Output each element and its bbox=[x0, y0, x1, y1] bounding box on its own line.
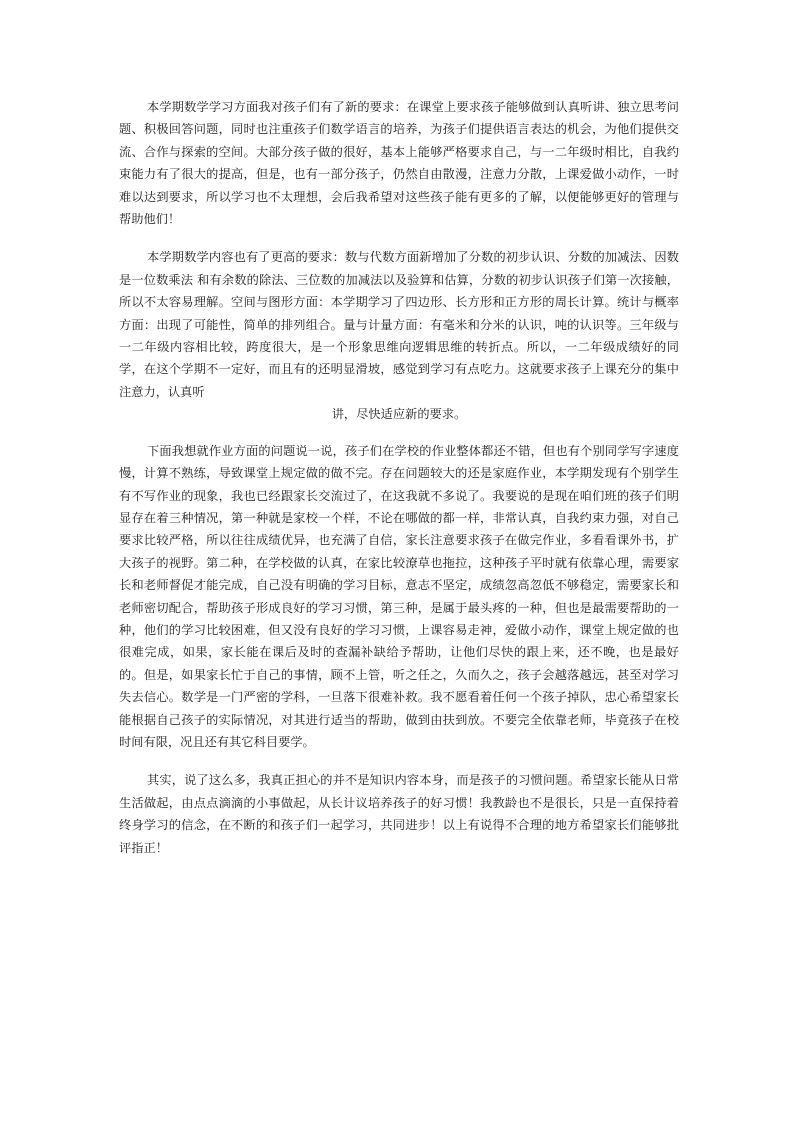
paragraph-habits: 其实，说了这么多，我真正担心的并不是知识内容本身，而是孩子的习惯问题。希望家长能从日常生活做起，由点点滴滴的小事做起，从长计议培养孩子的好习惯！我教龄也不是很长，只是一直保持着终身学习的信念，在不断的和孩子们一起学习，共同进步！以上有说得不合理的地方希望家长们能够批评指正！ bbox=[119, 773, 679, 855]
paragraph-content-requirements-body: 本学期数学内容也有了更高的要求：数与代数方面新增加了分数的初步认识、分数的加减法、因数是一位数乘法 和有余数的除法、三位数的加减法以及验算和估算，分数的初步认识孩子们第一次接触，所以不太容易理解。空间与图形方面：本学期学习了四边形、长方形和正方形的周长计算。统计与概率方面：出现了可能性，简单的排列组合。量与计量方面：有毫米和分米的认识，吨的认识等。三年级与一二年级内容相比较，跨度很大，是一个形象思维向逻辑思维的转折点。所以，一二年级成绩好的同学，在这个学期不一定好，而且有的还明显滑坡，感觉到学习有点吃力。这就要求孩子上课充分的集中注意力，认真听 bbox=[119, 250, 679, 399]
paragraph-homework: 下面我想就作业方面的问题说一说，孩子们在学校的作业整体都还不错，但也有个别同学写字速度慢，计算不熟练，导致课堂上规定做的做不完。存在问题较大的还是家庭作业，本学期发现有个别学生有不写作业的现象，我也已经跟家长交流过了，在这我就不多说了。我要说的是现在咱们班的孩子们明显存在着三种情况，第一种就是家校一个样，不论在哪做的都一样，非常认真，自我约束力强，对自己要求比较严格，所以往往成绩优异，也充满了自信，家长注意要求孩子在做完作业，多看看课外书，扩大孩子的视野。第二种，在学校做的认真，在家比较潦草也拖拉，这种孩子平时就有依靠心理，需要家长和老师督促才能完成，自己没有明确的学习目标，意志不坚定，成绩忽高忽低不够稳定，需要家长和老师密切配合，帮助孩子形成良好的学习习惯，第三种，是属于最头疼的一种，但也是最需要帮助的一种，他们的学习比较困难，但又没有良好的学习习惯，上课容易走神，爱做小动作，课堂上规定做的也很难完成，如果，家长能在课后及时的查漏补缺给予帮助，让他们尽快的跟上来，还不晚，也是最好的。但是，如果家长忙于自己的事情，顾不上管，听之任之，久而久之，孩子会越落越远，甚至对学习失去信心。数学是一门严密的学科，一旦落下很难补救。我不愿看着任何一个孩子掉队，忠心希望家长能根据自己孩子的实际情况，对其进行适当的帮助，做到由扶到放。不要完全依靠老师，毕竟孩子在校时间有限，况且还有其它科目要学。 bbox=[119, 443, 679, 749]
paragraph-study-requirements: 本学期数学学习方面我对孩子们有了新的要求：在课堂上要求孩子能够做到认真听讲、独立思考问题、积极回答问题，同时也注重孩子们数学语言的培养，为孩子们提供语言表达的机会，为他们提供交流、合作与探索的空间。大部分孩子做的很好，基本上能够严格要求自己，与一二年级时相比，自我约束能力有了很大的提高，但是，也有一部分孩子，仍然自由散漫，注意力分散，上课爱做小动作，一时难以达到要求，所以学习也不太理想，会后我希望对这些孩子能有更多的了解，以便能够更好的管理与帮助他们！ bbox=[119, 100, 679, 227]
paragraph-content-requirements-tail: 讲，尽快适应新的要求。 bbox=[331, 407, 467, 422]
document-page bbox=[119, 96, 679, 873]
paragraph-content-requirements bbox=[119, 246, 679, 425]
